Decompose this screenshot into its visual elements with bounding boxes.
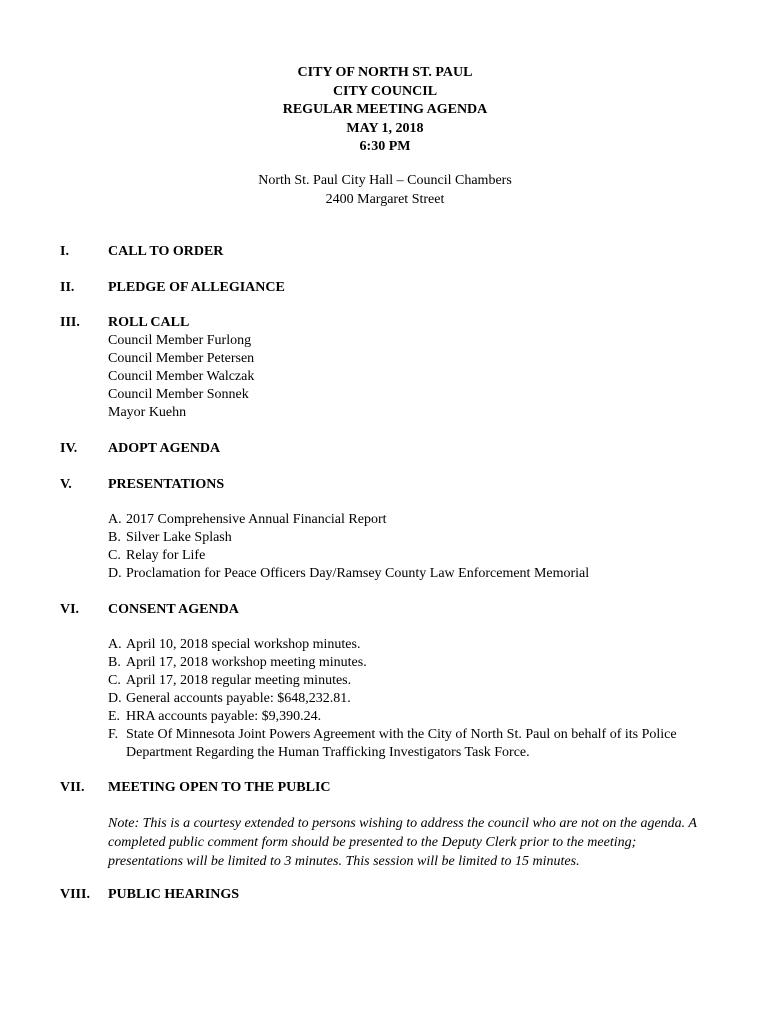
section-title: PRESENTATIONS: [108, 477, 225, 492]
item-letter: C.: [108, 673, 121, 688]
list-item: [108, 690, 728, 708]
item-letter: C.: [108, 548, 121, 563]
item-letter: B.: [108, 655, 121, 670]
section-title: MEETING OPEN TO THE PUBLIC: [108, 780, 331, 795]
meeting-time: 6:30 PM: [359, 139, 411, 154]
roll-call-members: [108, 332, 728, 422]
council-name: CITY COUNCIL: [332, 83, 438, 99]
agenda-title: REGULAR MEETING AGENDA: [282, 102, 488, 117]
list-item: [108, 726, 728, 762]
section-number: II.: [60, 280, 75, 295]
meeting-date: MAY 1, 2018: [346, 120, 424, 136]
section-title: CONSENT AGENDA: [108, 602, 239, 617]
presentations-list: [108, 511, 728, 583]
member-sonnek: Council Member Sonnek: [108, 387, 249, 402]
section-title: ADOPT AGENDA: [108, 441, 221, 456]
section-number: VI.: [60, 602, 80, 617]
agenda-header: [0, 64, 770, 157]
item-letter: A.: [108, 637, 122, 652]
list-item: [108, 511, 728, 529]
item-letter: D.: [108, 691, 122, 706]
section-number: VII.: [60, 780, 85, 795]
section-title: PLEDGE OF ALLEGIANCE: [108, 280, 285, 295]
list-item: [108, 636, 728, 654]
section-title: ROLL CALL: [108, 315, 190, 330]
item-text: April 17, 2018 regular meeting minutes.: [126, 673, 352, 688]
public-comment-note: Note: This is a courtesy extended to persons wishing to address the council who are not on the agenda. A completed public comment form should be presented to the Deputy Clerk prior to the meeting; presentations will be limited to 3 minutes. This session will be limited to 15 minutes.: [108, 816, 697, 869]
list-item: [108, 529, 728, 547]
list-item: [108, 547, 728, 565]
section-number: VIII.: [60, 887, 90, 902]
item-letter: E.: [108, 709, 121, 724]
member-petersen: Council Member Petersen: [108, 351, 255, 366]
list-item: [108, 708, 728, 726]
section-number: I.: [60, 244, 69, 259]
item-letter: D.: [108, 566, 122, 581]
list-item: [108, 672, 728, 690]
item-text: Proclamation for Peace Officers Day/Ramsey County Law Enforcement Memorial: [126, 566, 590, 581]
location-venue: North St. Paul City Hall – Council Chambers: [258, 173, 512, 188]
consent-agenda-list: [108, 636, 728, 762]
meeting-location: [0, 172, 770, 209]
member-walczak: Council Member Walczak: [108, 369, 255, 384]
mayor-kuehn: Mayor Kuehn: [108, 405, 187, 420]
section-number: III.: [60, 315, 80, 330]
item-text: April 10, 2018 special workshop minutes.: [126, 637, 361, 652]
section-title: CALL TO ORDER: [108, 244, 224, 259]
list-item: [108, 654, 728, 672]
section-title: PUBLIC HEARINGS: [108, 887, 240, 902]
item-text: Silver Lake Splash: [126, 530, 232, 545]
city-name: CITY OF NORTH ST. PAUL: [297, 65, 473, 80]
item-text: General accounts payable: $648,232.81.: [126, 691, 351, 706]
member-furlong: Council Member Furlong: [108, 333, 252, 348]
section-number: IV.: [60, 441, 78, 456]
location-address: 2400 Margaret Street: [325, 191, 445, 207]
item-letter: F.: [108, 727, 119, 742]
list-item: [108, 565, 728, 583]
item-text: 2017 Comprehensive Annual Financial Report: [126, 512, 387, 527]
item-text: Relay for Life: [126, 548, 206, 563]
item-text: April 17, 2018 workshop meeting minutes.: [126, 655, 367, 670]
section-number: V.: [60, 477, 72, 492]
item-text: HRA accounts payable: $9,390.24.: [126, 709, 322, 724]
item-letter: A.: [108, 512, 122, 527]
item-letter: B.: [108, 530, 121, 545]
item-text: State Of Minnesota Joint Powers Agreement with the City of North St. Paul on behalf of its Police Department Regarding the Human Trafficking Investigators Task Force.: [126, 727, 677, 760]
